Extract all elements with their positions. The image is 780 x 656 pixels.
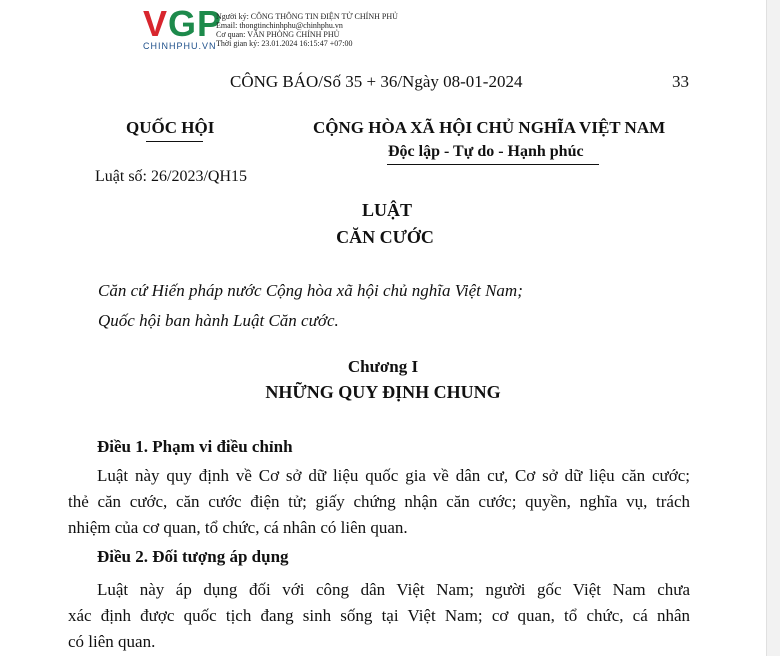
vgp-logo: [143, 3, 223, 49]
article-text-line: có liên quan.: [68, 632, 156, 651]
document-title: CĂN CƯỚC: [336, 227, 434, 247]
article-text-line: nhiệm của cơ quan, tổ chức, cá nhân có liên quan.: [68, 518, 408, 537]
article-heading: Điều 1. Phạm vi điều chỉnh: [97, 437, 293, 456]
issuing-body: QUỐC HỘI: [126, 118, 215, 137]
gazette-title: CÔNG BÁO/Số 35 + 36/Ngày 08-01-2024: [230, 72, 523, 91]
logo-subtitle: CHINHPHU.VN: [143, 41, 217, 49]
signature-signer: Người ký: CÔNG THÔNG TIN ĐIỆN TỬ CHÍNH PHỦ: [216, 12, 398, 21]
document-type: LUẬT: [361, 200, 412, 220]
page-number: 33: [672, 72, 689, 91]
chapter-label: Chương I: [347, 357, 419, 376]
issuing-body-underline: [146, 141, 203, 142]
legal-basis-line: Căn cứ Hiến pháp nước Cộng hòa xã hội chủ nghĩa Việt Nam;: [98, 281, 523, 300]
signature-email: Email: thongtinchinhphu@chinhphu.vn: [216, 21, 343, 30]
digital-signature-block: [216, 12, 398, 48]
enactment-line: Quốc hội ban hành Luật Căn cước.: [98, 311, 339, 330]
article-heading: Điều 2. Đối tượng áp dụng: [97, 547, 289, 566]
article-text-line: Luật này quy định về Cơ sở dữ liệu quốc gia về dân cư, Cơ sở dữ liệu căn cước;: [97, 466, 690, 485]
chapter-title: NHỮNG QUY ĐỊNH CHUNG: [265, 382, 501, 402]
article-text-line: xác định được quốc tịch đang sinh sống tại Việt Nam; cơ quan, tổ chức, cá nhân: [68, 606, 690, 625]
law-number: Luật số: 26/2023/QH15: [95, 168, 247, 185]
vertical-scrollbar[interactable]: [766, 0, 780, 656]
signature-agency: Cơ quan: VĂN PHÒNG CHÍNH PHỦ: [216, 30, 340, 39]
article-text-line: Luật này áp dụng đối với công dân Việt Nam; người gốc Việt Nam chưa: [97, 580, 690, 599]
national-motto: Độc lập - Tự do - Hạnh phúc: [388, 143, 584, 160]
article-text-line: thẻ căn cước, căn cước điện tử; giấy chứng nhận căn cước; quyền, nghĩa vụ, trách: [68, 492, 690, 511]
signature-time: Thời gian ký: 23.01.2024 16:15:47 +07:00: [216, 39, 353, 48]
motto-underline: [387, 164, 599, 165]
national-title: CỘNG HÒA XÃ HỘI CHỦ NGHĨA VIỆT NAM: [313, 118, 666, 137]
logo-mark: V G P: [143, 3, 223, 44]
